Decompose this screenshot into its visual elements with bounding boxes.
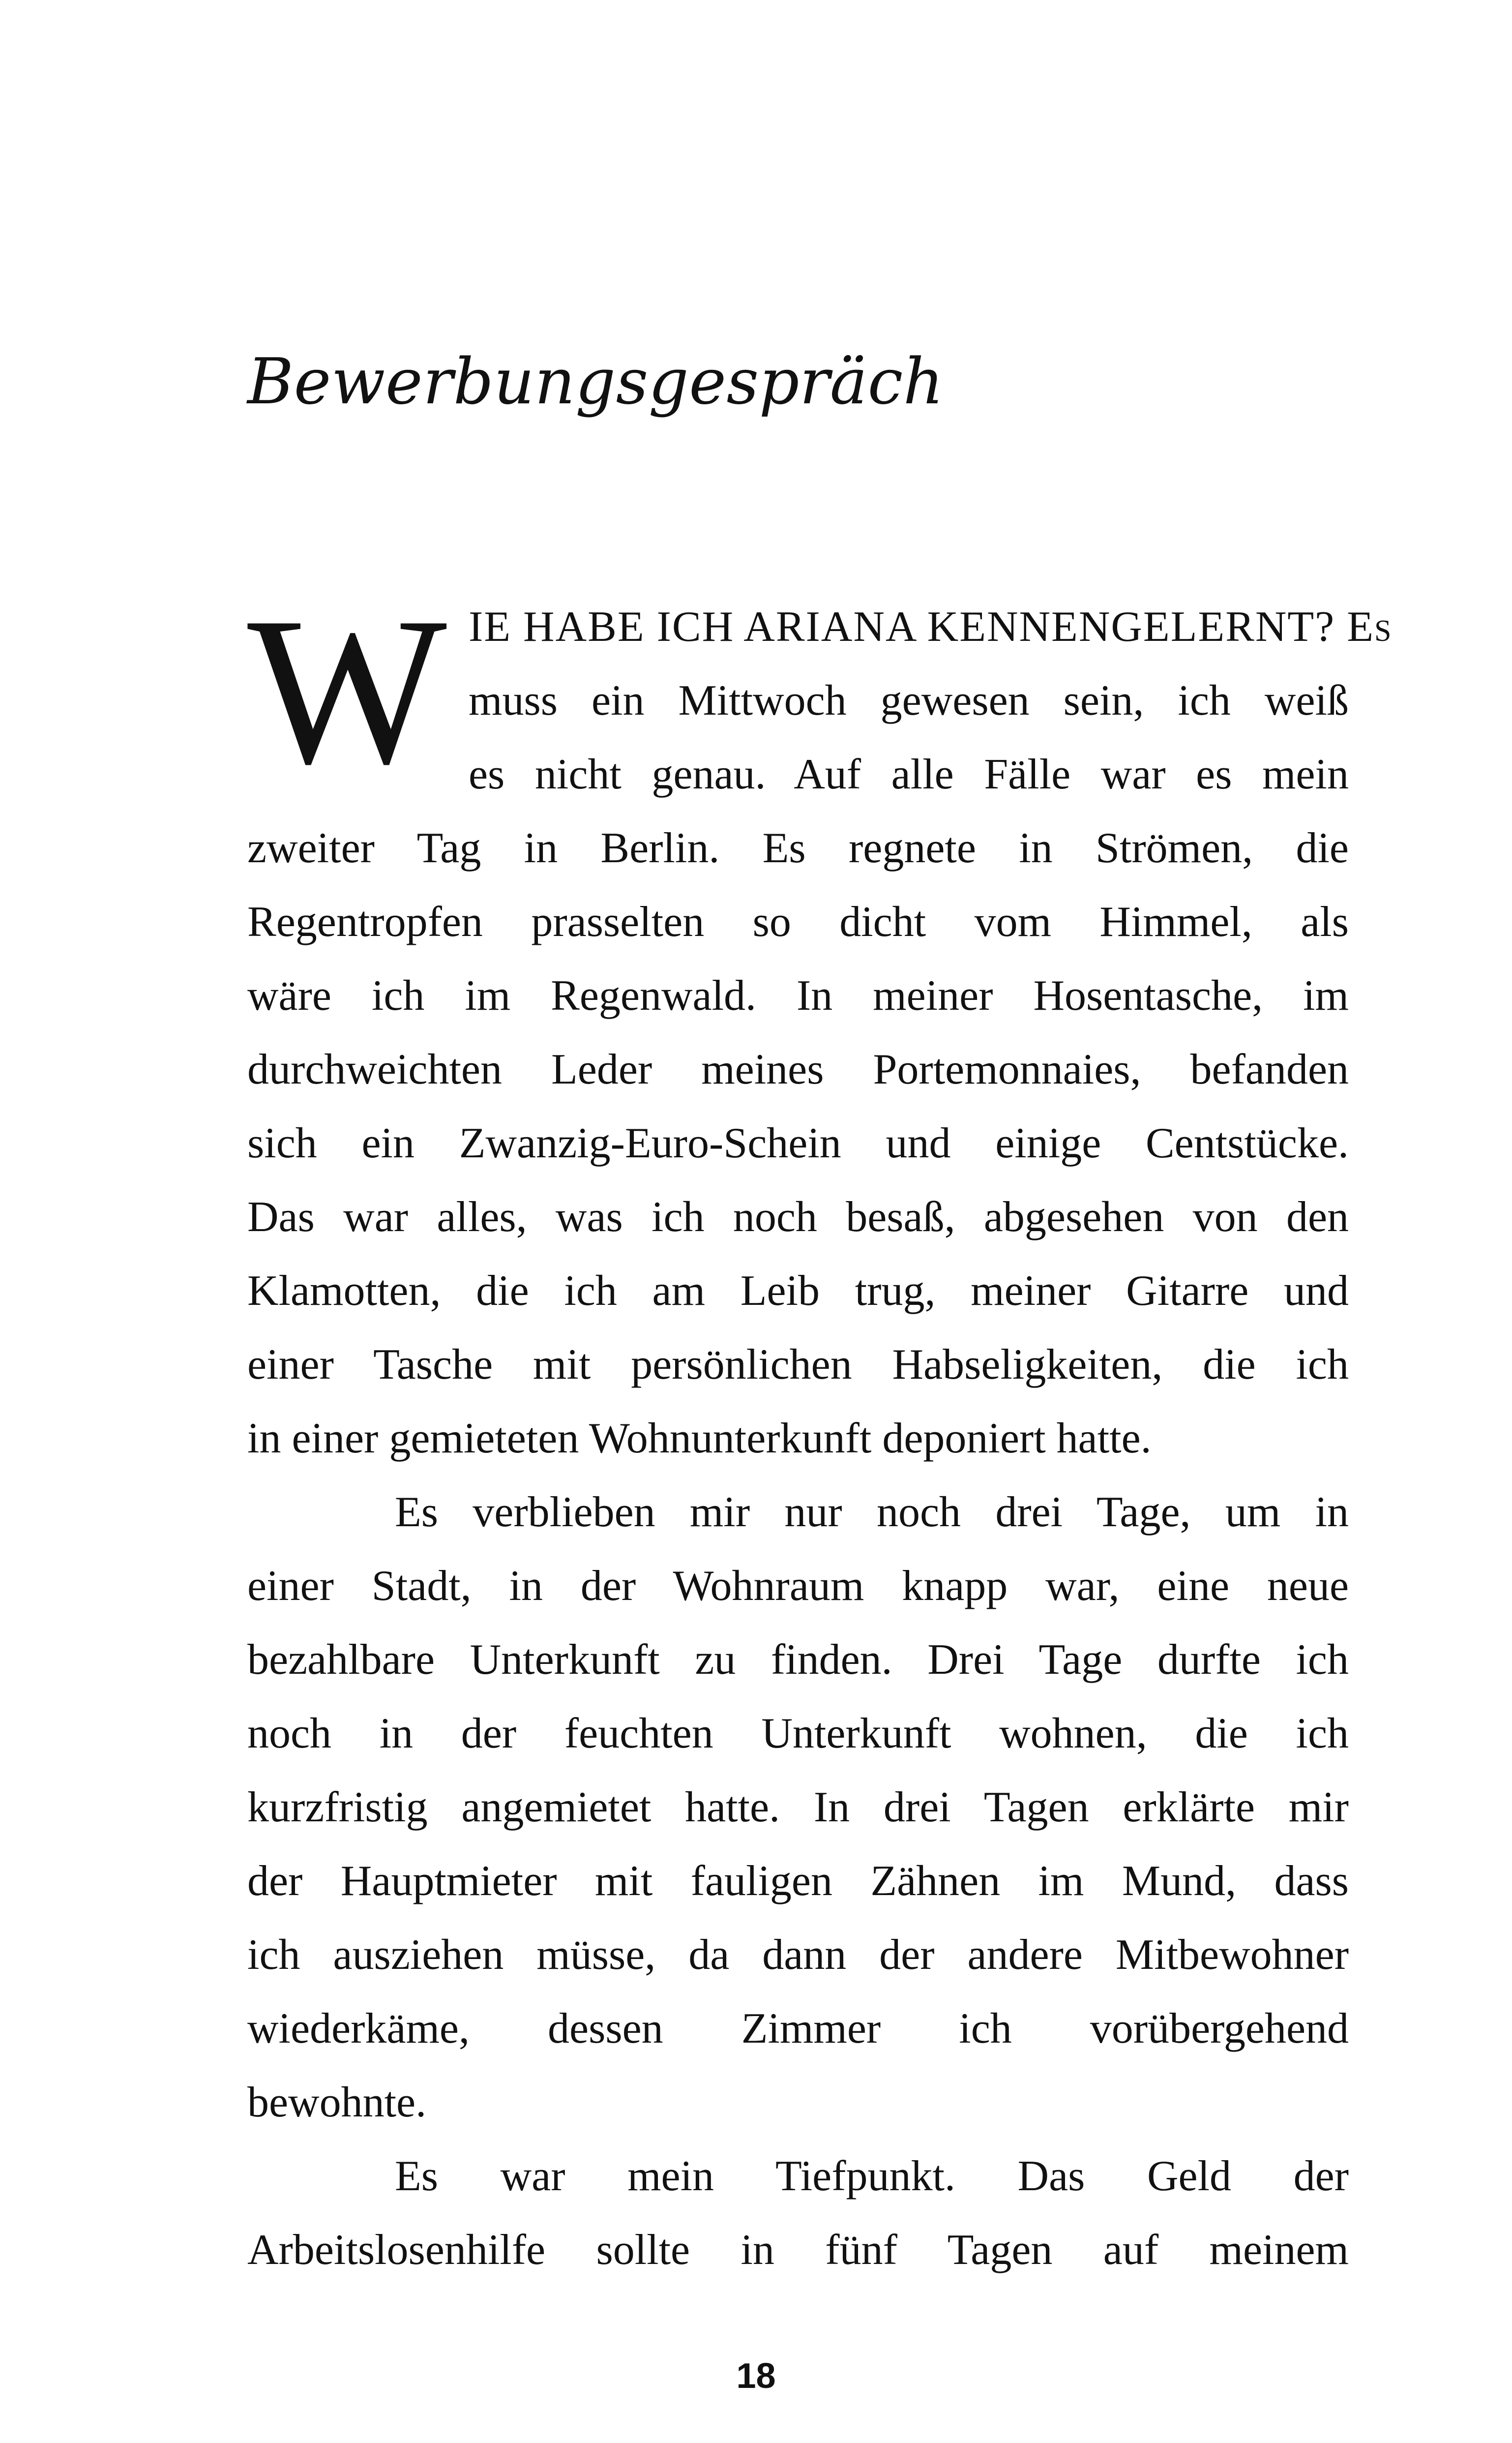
drop-cap: W (247, 574, 447, 808)
paragraph-2 (247, 1476, 1349, 2140)
page-number: 18 (736, 2356, 776, 2396)
chapter-title: Bewerbungsgespräch (247, 345, 944, 419)
paragraph-1-body (247, 812, 1349, 1476)
text-line: noch in der feuchten Unterkunft wohnen, die ich (247, 1710, 1349, 1757)
text-line: bezahlbare Unterkunft zu finden. Drei Tage durfte ich (247, 1636, 1349, 1684)
text-line: der Hauptmieter mit fauligen Zähnen im Mund, dass (247, 1857, 1349, 1905)
text-line: Regentropfen prasselten so dicht vom Himmel, als (247, 898, 1349, 946)
text-line: es nicht genau. Auf alle Fälle war es mein (469, 751, 1349, 798)
text-line: Es war mein Tiefpunkt. Das Geld der (395, 2152, 1349, 2200)
text-line: wäre ich im Regenwald. In meiner Hosentasche, im (247, 972, 1349, 1020)
text-line: Klamotten, die ich am Leib trug, meiner Gitarre und (247, 1267, 1349, 1315)
text-line: in einer gemieteten Wohnunterkunft deponiert hatte. (247, 1415, 1152, 1462)
text-line: durchweichten Leder meines Portemonnaies, befanden (247, 1046, 1349, 1093)
text-line: einer Tasche mit persönlichen Habseligkeiten, die ich (247, 1341, 1349, 1388)
text-line: Das war alles, was ich noch besaß, abgesehen von den (247, 1193, 1349, 1241)
text-line: kurzfristig angemietet hatte. In drei Tagen erklärte mir (247, 1783, 1349, 1831)
paragraph-3 (247, 2140, 1349, 2287)
paragraph-1-opening (247, 590, 1393, 812)
text-line: muss ein Mittwoch gewesen sein, ich weiß (469, 677, 1349, 724)
text-line: einer Stadt, in der Wohnraum knapp war, eine neue (247, 1562, 1349, 1610)
text-line (247, 590, 1393, 664)
text-line: Arbeitslosenhilfe sollte in fünf Tagen auf meinem (247, 2226, 1349, 2274)
text-line: Es verblieben mir nur noch drei Tage, um in (395, 1488, 1349, 1536)
text-line: sich ein Zwanzig-Euro-Schein und einige Centstücke. (247, 1119, 1349, 1167)
text-line: wiederkäme, dessen Zimmer ich vorübergehend (247, 2005, 1349, 2052)
text-line: ich ausziehen müsse, da dann der andere Mitbewohner (247, 1931, 1349, 1979)
text-line: bewohnte. (247, 2079, 427, 2126)
small-caps-lead: IE HABE ICH ARIANA KENNENGELERNT? Es (469, 603, 1393, 651)
text-line: zweiter Tag in Berlin. Es regnete in Strömen, die (247, 824, 1349, 872)
